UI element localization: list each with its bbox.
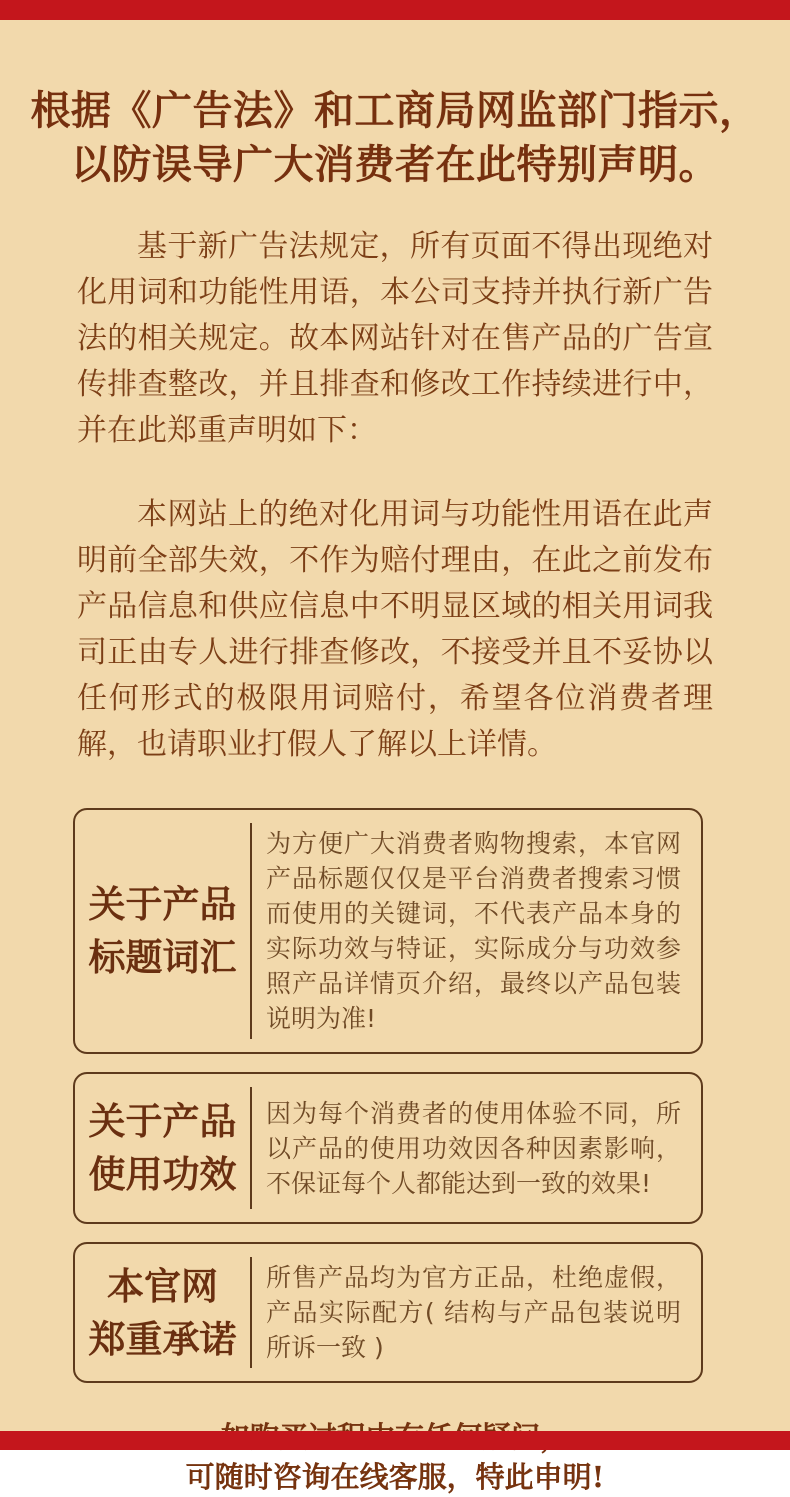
notice-box-label [75,1244,250,1381]
notice-box-label [75,810,250,1052]
bottom-accent-bar [0,1431,790,1450]
notice-box-label-line-1: 本官网 [107,1263,218,1308]
notice-box-label-line-1: 关于产品 [88,882,237,926]
statement-paragraph-1: 基于新广告法规定，所有页面不得出现绝对化用词和功能性用语，本公司支持并执行新广告法的相关规定。故本网站针对在售产品的广告宣传排查整改，并且排查和修改工作持续进行中，并在此郑重声明如下： [77,229,713,448]
page-title-line-1: 根据《广告法》和工商局网监部门指示， [30,87,760,134]
footer-note-line-2: 可随时咨询在线客服，特此申明! [185,1460,605,1494]
notice-box-text: 为方便广大消费者购物搜索，本官网产品标题仅仅是平台消费者搜索习惯而使用的关键词，不代表产品本身的实际功效与特证，实际成分与功效参照产品详情页介绍，最终以产品包装说明为准! [266,829,681,1033]
notice-box-text: 所售产品均为官方正品，杜绝虚假，产品实际配方( 结构与产品包装说明所诉一致 ) [266,1263,681,1362]
notice-box-label-line-2: 郑重承诺 [88,1316,237,1361]
notice-box-label-line-2: 使用功效 [88,1152,237,1196]
notice-box-official-promise [73,1242,703,1383]
page-title [0,84,790,192]
notice-box-product-effect [73,1072,703,1224]
page-title-line-2: 以防误导广大消费者在此特别声明。 [71,141,719,188]
top-accent-bar [0,0,790,20]
footer-note [0,1417,790,1497]
notice-box-product-title [73,808,703,1054]
notice-box-label-line-1: 关于产品 [88,1099,237,1143]
notice-box-label [75,1074,250,1222]
notice-box-label-line-2: 标题词汇 [88,935,237,979]
notice-box-list [73,808,703,1383]
notice-box-text: 因为每个消费者的使用体验不同，所以产品的使用功效因各种因素影响，不保证每个人都能达到一致的效果! [266,1098,681,1198]
statement-paragraph-2: 本网站上的绝对化用词与功能性用语在此声明前全部失效，不作为赔付理由，在此之前发布产品信息和供应信息中不明显区域的相关用词我司正由专人进行排查修改，不接受并且不妥协以任何形式的极限用词赔付，希望各位消费者理解，也请职业打假人了解以上详情。 [77,497,713,762]
